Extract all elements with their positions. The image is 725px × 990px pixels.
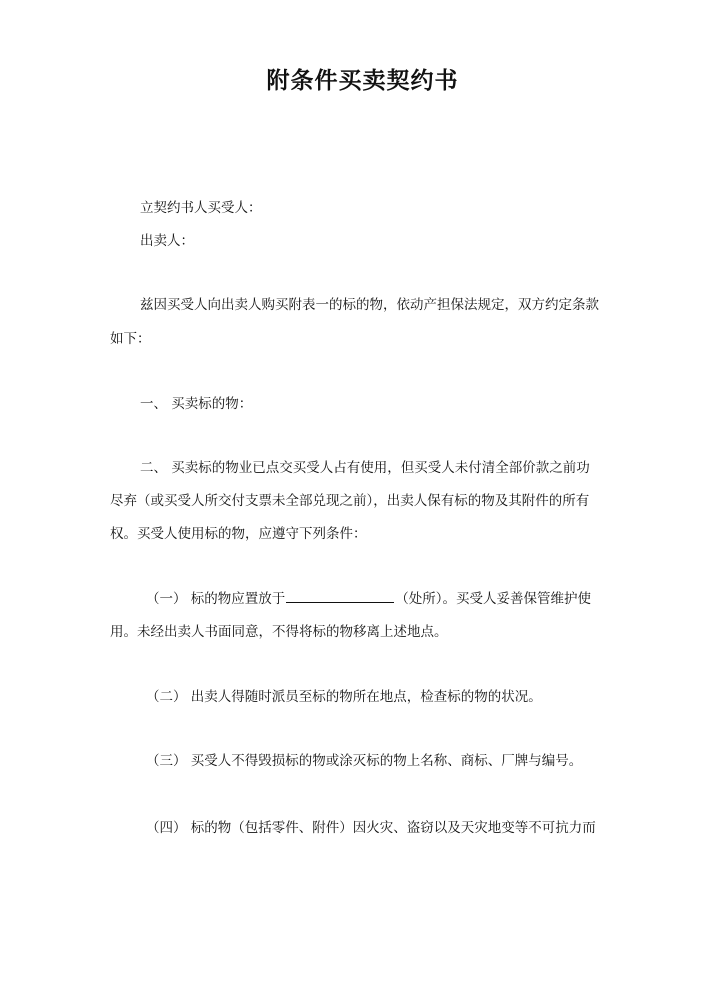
subclause-2: （二） 出卖人得随时派员至标的物所在地点，检查标的物的状况。 — [146, 689, 542, 705]
subclause-1-line-1 — [146, 590, 591, 608]
clause-1: 一、 买卖标的物： — [140, 396, 253, 412]
seller-line: 出卖人： — [140, 233, 194, 249]
subclause-1-line-2: 用。未经出卖人书面同意，不得将标的物移离上述地点。 — [110, 624, 448, 640]
subclause-3: （三） 买受人不得毁损标的物或涂灭标的物上名称、商标、厂牌与编号。 — [146, 753, 583, 769]
subclause-1-prefix: （一） 标的物应置放于 — [146, 591, 286, 607]
buyer-line: 立契约书人买受人： — [140, 200, 262, 216]
clause-2-line-3: 权。买受人使用标的物，应遵守下列条件： — [110, 526, 367, 542]
subclause-4: （四） 标的物（包括零件、附件）因火灾、盗窃以及天灾地变等不可抗力而 — [146, 820, 596, 836]
intro-line-2: 如下： — [110, 331, 151, 347]
location-blank-field — [286, 590, 394, 603]
document-title: 附条件买卖契约书 — [266, 68, 459, 94]
subclause-1-suffix: （处所）。买受人妥善保管维护使 — [395, 591, 592, 607]
clause-2-line-1: 二、 买卖标的物业已点交买受人占有使用，但买受人未付清全部价款之前功 — [140, 460, 590, 476]
clause-2-line-2: 尽弃（或买受人所交付支票未全部兑现之前），出卖人保有标的物及其附件的所有 — [110, 493, 590, 509]
intro-line-1: 兹因买受人向出卖人购买附表一的标的物，依动产担保法规定，双方约定条款 — [140, 297, 599, 313]
